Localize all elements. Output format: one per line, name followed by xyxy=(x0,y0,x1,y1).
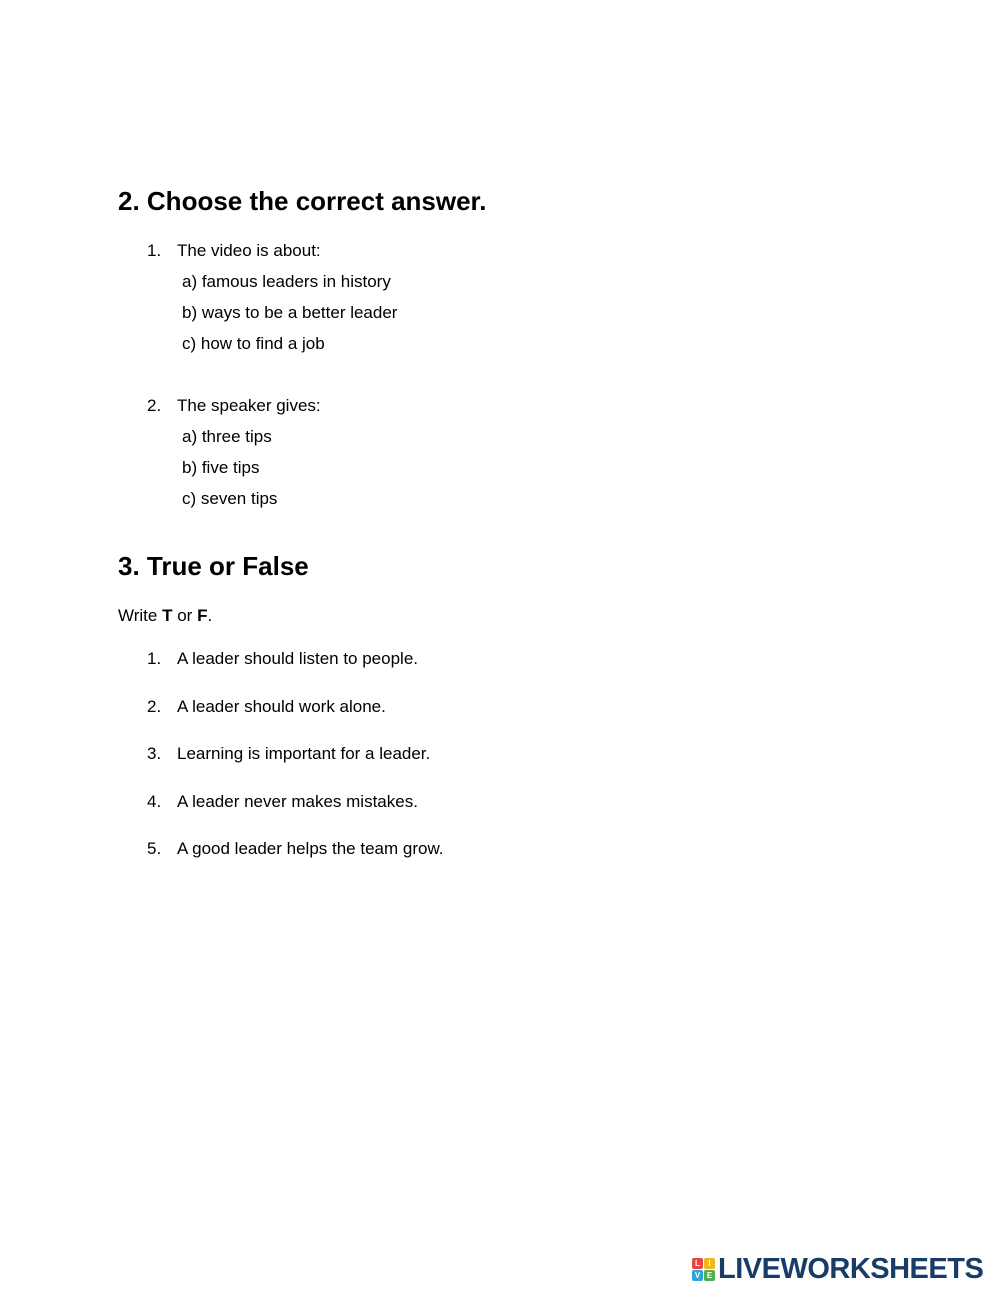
statement-text: A leader should listen to people. xyxy=(177,649,419,668)
option-2a[interactable]: a) three tips xyxy=(182,427,272,446)
logo-text: LIVEWORKSHEETS xyxy=(718,1253,984,1285)
option-2c[interactable]: c) seven tips xyxy=(182,489,278,508)
question-text: The video is about: xyxy=(177,241,321,260)
logo-letter-l: L xyxy=(692,1258,703,1269)
logo-mark-icon xyxy=(692,1258,715,1281)
option-1a[interactable]: a) famous leaders in history xyxy=(182,272,391,291)
statement-5[interactable] xyxy=(147,839,444,859)
statement-number: 2. xyxy=(147,697,162,716)
logo-letter-v: V xyxy=(692,1270,703,1281)
statement-text: A leader should work alone. xyxy=(177,697,386,716)
question-2 xyxy=(147,396,321,416)
question-1 xyxy=(147,241,321,261)
instruction-t: T xyxy=(162,606,173,625)
question-number: 1. xyxy=(147,241,162,260)
statement-3[interactable] xyxy=(147,744,430,764)
section-3-title: 3. True or False xyxy=(118,551,309,581)
statement-text: Learning is important for a leader. xyxy=(177,744,431,763)
section-2-title: 2. Choose the correct answer. xyxy=(118,186,487,216)
true-false-instruction xyxy=(118,606,212,626)
statement-number: 5. xyxy=(147,839,162,858)
logo-letter-i: I xyxy=(704,1258,715,1269)
statement-1[interactable] xyxy=(147,649,418,669)
statement-number: 4. xyxy=(147,792,162,811)
instruction-end: . xyxy=(207,606,213,625)
liveworksheets-logo xyxy=(692,1254,983,1284)
option-1b[interactable]: b) ways to be a better leader xyxy=(182,303,398,322)
option-1c[interactable]: c) how to find a job xyxy=(182,334,325,353)
question-text: The speaker gives: xyxy=(177,396,321,415)
statement-text: A leader never makes mistakes. xyxy=(177,792,418,811)
option-2b[interactable]: b) five tips xyxy=(182,458,260,477)
instruction-write: Write xyxy=(118,606,158,625)
instruction-f: F xyxy=(197,606,208,625)
statement-2[interactable] xyxy=(147,697,386,717)
statement-number: 3. xyxy=(147,744,162,763)
statement-4[interactable] xyxy=(147,792,418,812)
question-number: 2. xyxy=(147,396,162,415)
logo-letter-e: E xyxy=(704,1270,715,1281)
instruction-or: or xyxy=(177,606,193,625)
statement-text: A good leader helps the team grow. xyxy=(177,839,444,858)
statement-number: 1. xyxy=(147,649,162,668)
